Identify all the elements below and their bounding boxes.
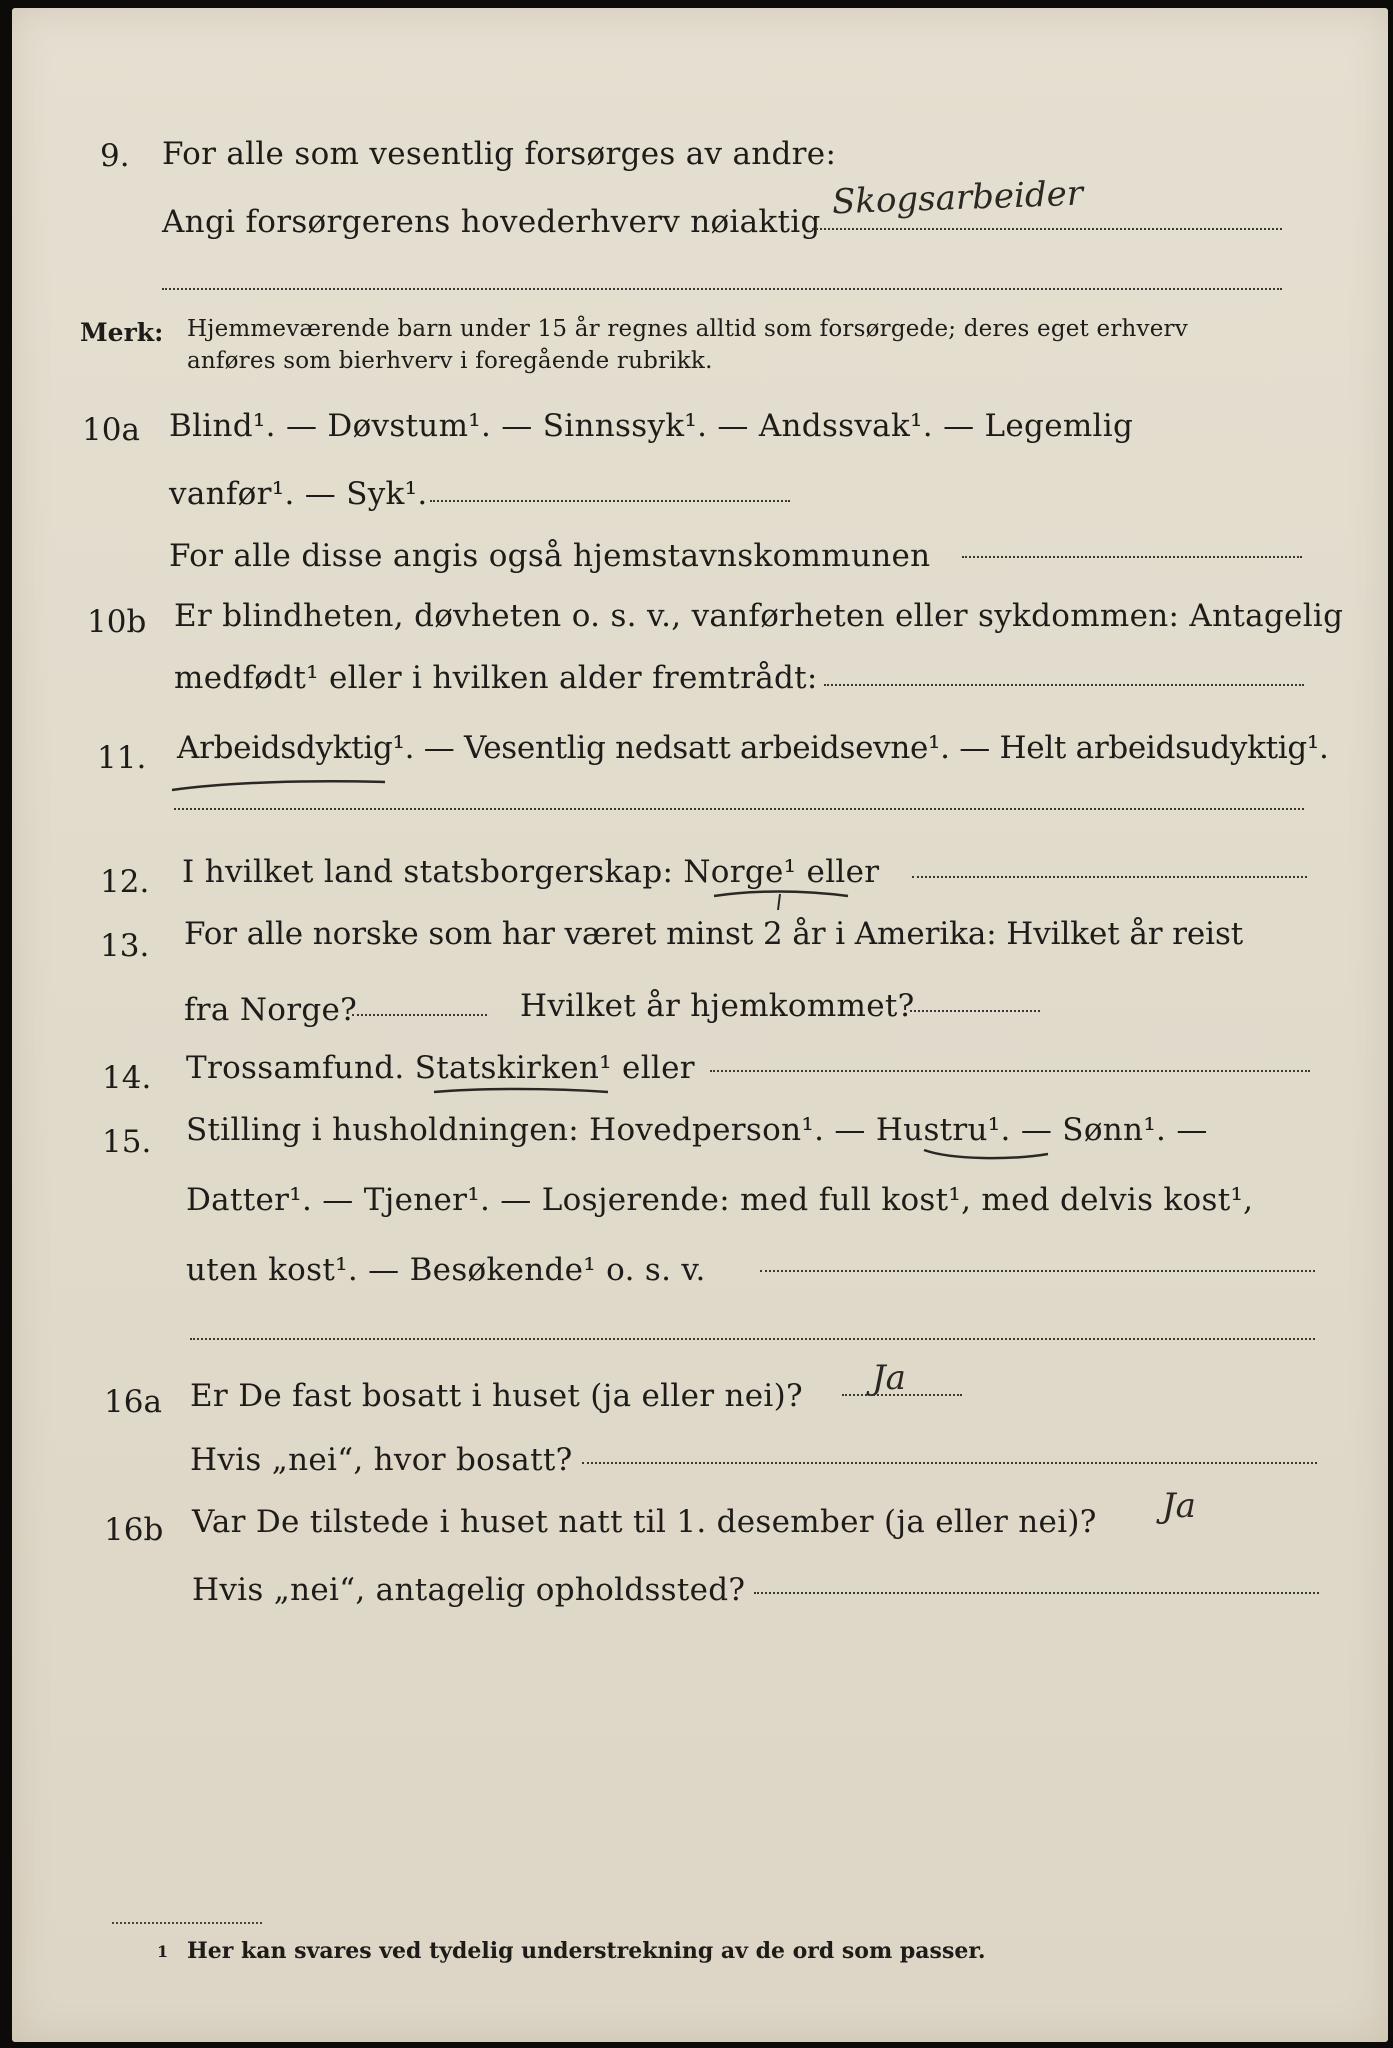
question-10a-line-3: For alle disse angis også hjemstavnskommunen — [169, 538, 931, 574]
question-14-number: 14. — [102, 1060, 152, 1096]
question-15-line-2: Datter¹. — Tjener¹. — Losjerende: med full kost¹, med delvis kost¹, — [186, 1182, 1254, 1218]
question-12-number: 12. — [100, 864, 150, 900]
footnote-text: Her kan svares ved tydelig understrekning av de ord som passer. — [187, 1938, 986, 1964]
question-15-extra-line — [190, 1338, 1315, 1340]
statskirken-underline-mark — [432, 1086, 612, 1100]
question-16a-line-2: Hvis „nei“, hvor bosatt? — [190, 1442, 573, 1478]
question-16b-line-1: Var De tilstede i huset natt til 1. desember (ja eller nei)? — [192, 1504, 1097, 1540]
question-13-reist-line — [352, 1014, 487, 1016]
question-15-number: 15. — [102, 1124, 152, 1160]
question-13-line-1: For alle norske som har været minst 2 år i Amerika: Hvilket år reist — [184, 916, 1244, 952]
norge-underline-mark — [712, 888, 852, 912]
question-9-answer-line — [812, 228, 1282, 230]
question-9-number: 9. — [100, 138, 130, 174]
question-10b-line-1: Er blindheten, døvheten o. s. v., vanførheten eller sykdommen: Antagelig — [174, 598, 1344, 634]
question-16b-number: 16b — [104, 1512, 164, 1548]
question-13-line-2a: fra Norge? — [184, 992, 358, 1028]
question-16b-handwritten-answer: Ja — [1162, 1486, 1196, 1526]
merk-line-1: Hjemmeværende barn under 15 år regnes alltid som forsørgede; deres eget erhverv — [187, 316, 1188, 342]
question-13-line-2b: Hvilket år hjemkommet? — [520, 988, 915, 1024]
footnote-mark: 1 — [157, 1942, 169, 1961]
question-10b-line-2: medfødt¹ eller i hvilken alder fremtrådt: — [174, 660, 818, 696]
census-form-sheet — [12, 8, 1388, 2042]
question-16b-opholdssted-line — [754, 1592, 1319, 1594]
question-10b-answer-line — [824, 684, 1304, 686]
question-9-line-2: Angi forsørgerens hovederhverv nøiaktig — [162, 204, 821, 240]
question-16a-handwritten-answer: Ja — [872, 1358, 906, 1398]
question-9-extra-line — [162, 288, 1282, 290]
merk-label: Merk: — [80, 318, 164, 347]
hustru-underline-mark — [922, 1146, 1052, 1166]
question-9-line-1: For alle som vesentlig forsørges av andre: — [162, 136, 837, 172]
question-11-number: 11. — [97, 740, 147, 776]
question-15-line-3: uten kost¹. — Besøkende¹ o. s. v. — [186, 1252, 706, 1288]
question-12-line-1: I hvilket land statsborgerskap: Norge¹ eller — [182, 854, 880, 890]
question-15-line-1: Stilling i husholdningen: Hovedperson¹. — Hustru¹. — Sønn¹. — — [186, 1112, 1208, 1148]
question-14-answer-line — [710, 1070, 1310, 1072]
question-16a-line-1: Er De fast bosatt i huset (ja eller nei)? — [190, 1378, 803, 1414]
question-11-extra-line — [174, 808, 1304, 810]
question-10b-number: 10b — [87, 604, 147, 640]
question-16a-bosatt-line — [582, 1462, 1317, 1464]
question-15-answer-line — [760, 1270, 1315, 1272]
question-16a-number: 16a — [104, 1384, 162, 1420]
question-13-number: 13. — [100, 928, 150, 964]
question-10a-line-1: Blind¹. — Døvstum¹. — Sinnssyk¹. — Andssvak¹. — Legemlig — [169, 408, 1134, 444]
question-10a-syk-line — [430, 500, 790, 502]
question-10a-line-2: vanfør¹. — Syk¹. — [169, 476, 428, 512]
question-14-line-1: Trossamfund. Statskirken¹ eller — [186, 1050, 695, 1086]
question-16a-answer-line — [842, 1394, 962, 1396]
question-11-line-1: Arbeidsdyktig¹. — Vesentlig nedsatt arbeidsevne¹. — Helt arbeidsudyktig¹. — [177, 730, 1329, 766]
question-10a-number: 10a — [82, 412, 140, 448]
question-12-answer-line — [912, 876, 1307, 878]
arbeidsdyktig-underline-mark — [170, 776, 390, 796]
merk-line-2: anføres som bierhverv i foregående rubrikk. — [187, 348, 713, 374]
footnote-separator — [112, 1922, 262, 1924]
question-16b-line-2: Hvis „nei“, antagelig opholdssted? — [192, 1572, 746, 1608]
question-13-hjemkommet-line — [910, 1010, 1040, 1012]
question-9-handwritten-answer: Skogsarbeider — [831, 173, 1084, 223]
question-10a-hjemstavn-line — [962, 556, 1302, 558]
